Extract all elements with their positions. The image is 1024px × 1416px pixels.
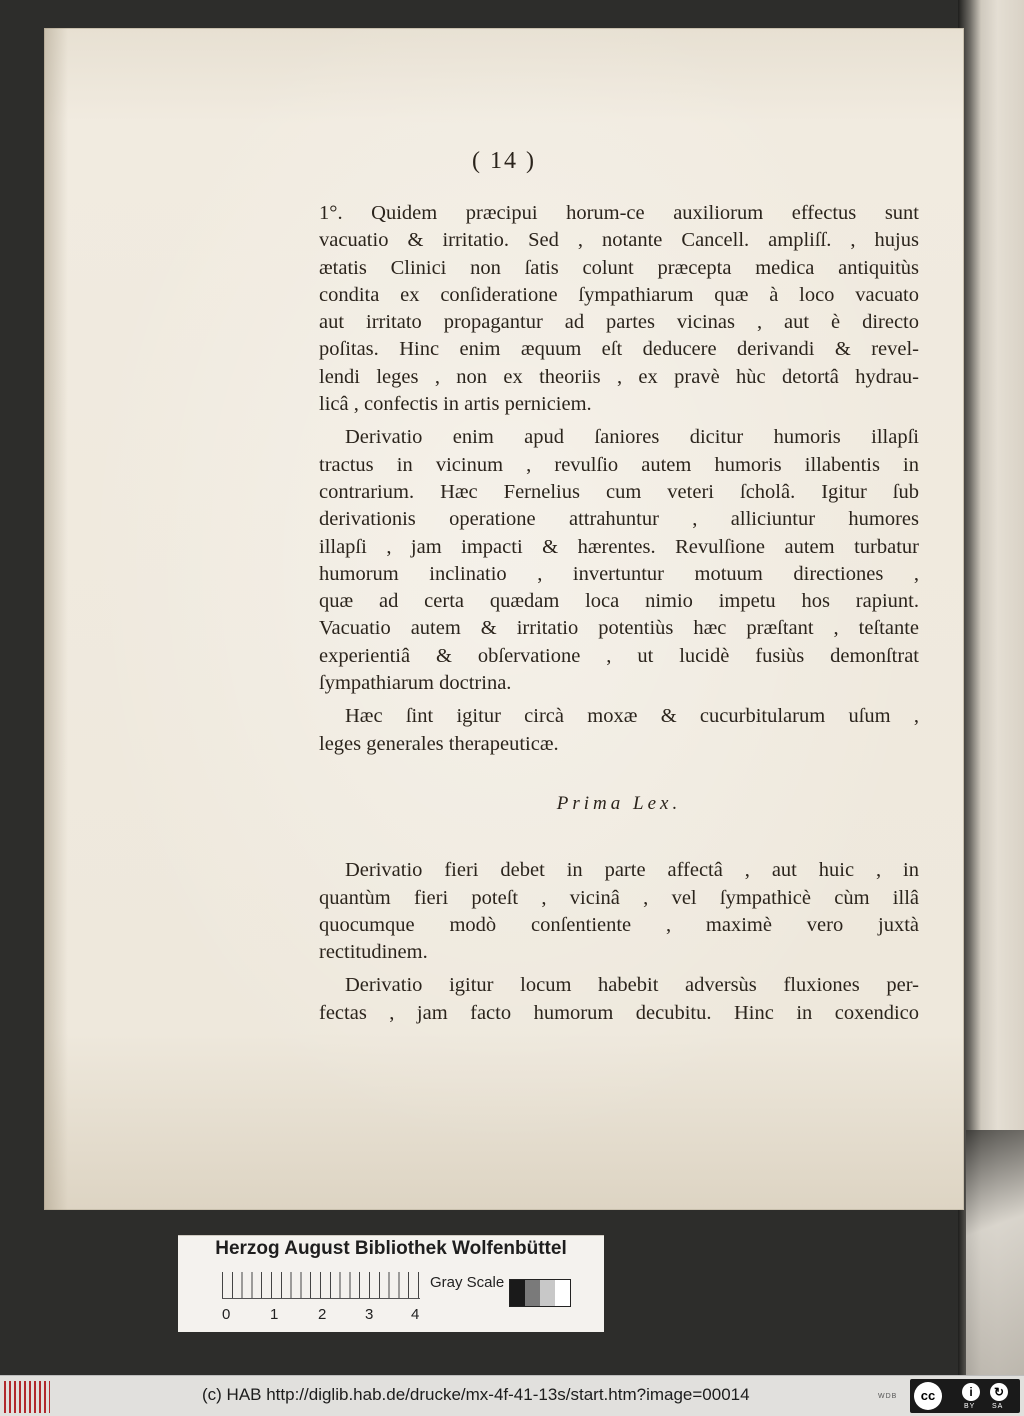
text-line: humorum inclinatio , invertuntur motuum directiones ,	[319, 562, 919, 585]
ruler-number: 2	[318, 1306, 327, 1323]
text-line: contrarium. Hæc Fernelius cum veteri ſcholâ. Igitur ſub	[319, 480, 919, 503]
wdb-logo: WDB	[878, 1393, 898, 1400]
text-line: illapſi , jam impacti & hærentes. Revulſione autem turbatur	[319, 535, 919, 558]
book-page	[44, 28, 964, 1210]
gray-swatch	[540, 1280, 555, 1306]
ruler-number: 3	[365, 1306, 374, 1323]
text-line: fectas , jam facto humorum decubitu. Hinc in coxendico	[319, 1001, 919, 1024]
text-line: experientiâ & obſervatione , ut lucidè fusiùs demonſtrat	[319, 644, 919, 667]
text-line: vacuatio & irritatio. Sed , notante Cancell. ampliſſ. , hujus	[319, 229, 919, 252]
creative-commons-icon: cc	[914, 1382, 942, 1410]
page-number: ( 14 )	[472, 148, 536, 174]
page-curl	[966, 1130, 1024, 1375]
text-line: lendi leges , non ex theoriis , ex pravè hùc detortâ hydrau-	[319, 365, 919, 388]
text-line: quæ ad certa quædam loca nimio impetu hos rapiunt.	[319, 590, 919, 613]
text-line: aut irritato propagantur ad partes vicinas , aut è directo	[319, 311, 919, 334]
footer-bar	[0, 1375, 1024, 1416]
text-line: Derivatio fieri debet in parte affectâ , aut huic , in	[345, 859, 919, 882]
paragraph-2	[319, 424, 919, 697]
ruler-number: 0	[222, 1306, 231, 1323]
text-line: Derivatio igitur locum habebit adversùs fluxiones per-	[345, 974, 919, 997]
text-line: quocumque modò conſentiente , maximè vero juxtà	[319, 913, 919, 936]
text-line: rectitudinem.	[319, 941, 428, 964]
color-reference-chart	[178, 1235, 604, 1332]
gray-scale-label: Gray Scale	[430, 1274, 505, 1291]
text-line: derivationis operatione attrahuntur , alliciuntur humores	[319, 508, 919, 531]
text-line: leges generales therapeuticæ.	[319, 732, 559, 755]
ruler-number: 1	[270, 1306, 279, 1323]
text-line: 1°. Quidem præcipui horum-ce auxiliorum effectus sunt	[319, 202, 919, 224]
badge-by-label: BY	[964, 1403, 976, 1410]
paragraph-5	[319, 972, 919, 1027]
text-line: ætatis Clinici non ſatis colunt præcepta medica antiquitùs	[319, 256, 919, 279]
paragraph-1	[319, 200, 919, 418]
text-line: Hæc ſint igitur circà moxæ & cucurbitularum uſum ,	[345, 705, 919, 728]
page-text	[319, 200, 919, 1027]
badge-sa-label: SA	[992, 1403, 1004, 1410]
cc-license-badge[interactable]	[910, 1379, 1020, 1413]
gray-scale-swatches	[509, 1279, 571, 1307]
text-line: quantùm fieri poteſt , vicinâ , vel ſympathicè cùm illâ	[319, 886, 919, 909]
attribution-icon: i	[962, 1383, 980, 1401]
library-name: Herzog August Bibliothek Wolfenbüttel	[215, 1238, 567, 1259]
paragraph-3	[319, 703, 919, 758]
ruler-number: 4	[411, 1306, 420, 1323]
paragraph-4	[319, 857, 919, 966]
gray-swatch	[525, 1280, 540, 1306]
facing-page-edge	[958, 0, 1024, 1375]
text-line: Derivatio enim apud ſaniores dicitur humoris illapſi	[345, 426, 919, 449]
section-heading: Prima Lex.	[556, 792, 682, 814]
copyright-link[interactable]: (c) HAB http://diglib.hab.de/drucke/mx-4f-41-13s/start.htm?image=00014	[202, 1385, 750, 1404]
hab-logo-icon	[4, 1381, 50, 1413]
text-line: ſympathiarum doctrina.	[319, 672, 512, 695]
scale-ruler	[222, 1272, 420, 1299]
text-line: tractus in vicinum , revulſio autem humoris illabentis in	[319, 453, 919, 476]
text-line: licâ , confectis in artis perniciem.	[319, 393, 592, 416]
text-line: poſitas. Hinc enim æquum eſt deducere derivandi & revel-	[319, 338, 919, 361]
share-alike-icon: ↻	[990, 1383, 1008, 1401]
text-line: condita ex conſideratione ſympathiarum quæ à loco vacuato	[319, 283, 919, 306]
gray-swatch	[555, 1280, 570, 1306]
gray-swatch	[510, 1280, 525, 1306]
text-line: Vacuatio autem & irritatio potentiùs hæc præſtant , teſtante	[319, 617, 919, 640]
